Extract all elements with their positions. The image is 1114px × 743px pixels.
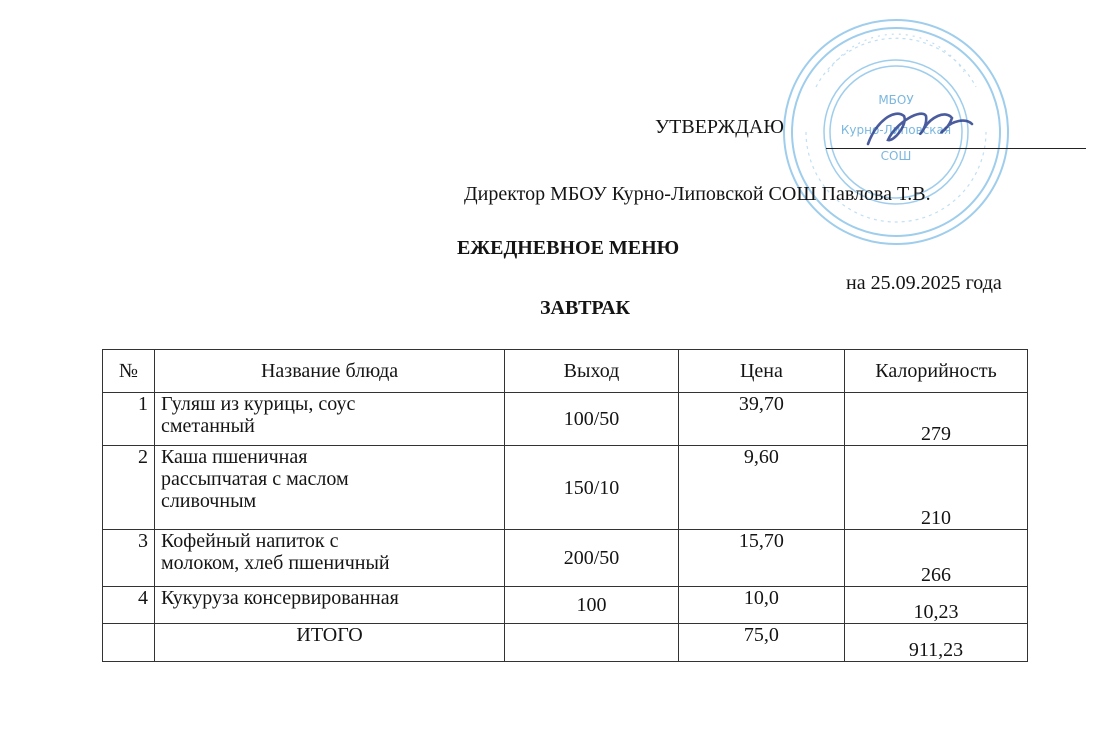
- dish-calories: 266: [845, 530, 1028, 587]
- stamp-label-3: СОШ: [880, 149, 912, 163]
- total-empty-cell: [505, 624, 679, 662]
- total-label: ИТОГО: [154, 624, 504, 662]
- total-row: [103, 624, 1028, 662]
- dish-price: 10,0: [678, 587, 844, 624]
- dish-name-line: сливочным: [160, 490, 257, 512]
- column-header-output: Выход: [505, 350, 679, 393]
- dish-name: [154, 446, 504, 530]
- dish-output: 100: [505, 587, 679, 624]
- dish-name: [154, 530, 504, 587]
- dish-output: 200/50: [505, 530, 679, 587]
- total-price: 75,0: [678, 624, 844, 662]
- page-title: ЕЖЕДНЕВНОЕ МЕНЮ: [457, 237, 680, 259]
- menu-date: на 25.09.2025 года: [846, 272, 1002, 294]
- dish-price: 15,70: [678, 530, 844, 587]
- row-number: 1: [103, 393, 155, 446]
- column-header-price: Цена: [678, 350, 844, 393]
- table-row: [103, 530, 1028, 587]
- dish-output: 150/10: [505, 446, 679, 530]
- dish-price: 39,70: [678, 393, 844, 446]
- director-line: Директор МБОУ Курно-Липовской СОШ Павлова Т.В.: [464, 183, 931, 205]
- table-row: [103, 393, 1028, 446]
- column-header-name: Название блюда: [154, 350, 504, 393]
- dish-name-line: Гуляш из курицы, соус: [160, 393, 356, 415]
- dish-name-line: Каша пшеничная: [160, 446, 308, 468]
- official-stamp: [776, 12, 1016, 252]
- row-number: 2: [103, 446, 155, 530]
- menu-table: [102, 349, 1028, 662]
- dish-name-line: молоком, хлеб пшеничный: [160, 552, 390, 574]
- dish-calories: 210: [845, 446, 1028, 530]
- meal-title: ЗАВТРАК: [540, 297, 631, 319]
- dish-calories: 279: [845, 393, 1028, 446]
- dish-name: [154, 393, 504, 446]
- dish-calories: 10,23: [845, 587, 1028, 624]
- dish-output: 100/50: [505, 393, 679, 446]
- total-calories: 911,23: [845, 624, 1028, 662]
- table-header-row: [103, 350, 1028, 393]
- dish-name-line: рассыпчатая с маслом: [160, 468, 349, 490]
- column-header-calories: Калорийность: [845, 350, 1028, 393]
- signature-line: [826, 148, 1086, 149]
- table-row: [103, 587, 1028, 624]
- table-row: [103, 446, 1028, 530]
- row-number: 3: [103, 530, 155, 587]
- dish-name: [154, 587, 504, 624]
- stamp-label-2: Курно-Липовская: [840, 123, 952, 137]
- dish-name-line: Кукуруза консервированная: [160, 587, 399, 609]
- stamp-label-1: МБОУ: [878, 93, 914, 107]
- total-empty-cell: [103, 624, 155, 662]
- row-number: 4: [103, 587, 155, 624]
- dish-price: 9,60: [678, 446, 844, 530]
- dish-name-line: Кофейный напиток с: [160, 530, 339, 552]
- dish-name-line: сметанный: [160, 415, 255, 437]
- approve-label: УТВЕРЖДАЮ: [655, 116, 784, 138]
- column-header-number: №: [103, 350, 155, 393]
